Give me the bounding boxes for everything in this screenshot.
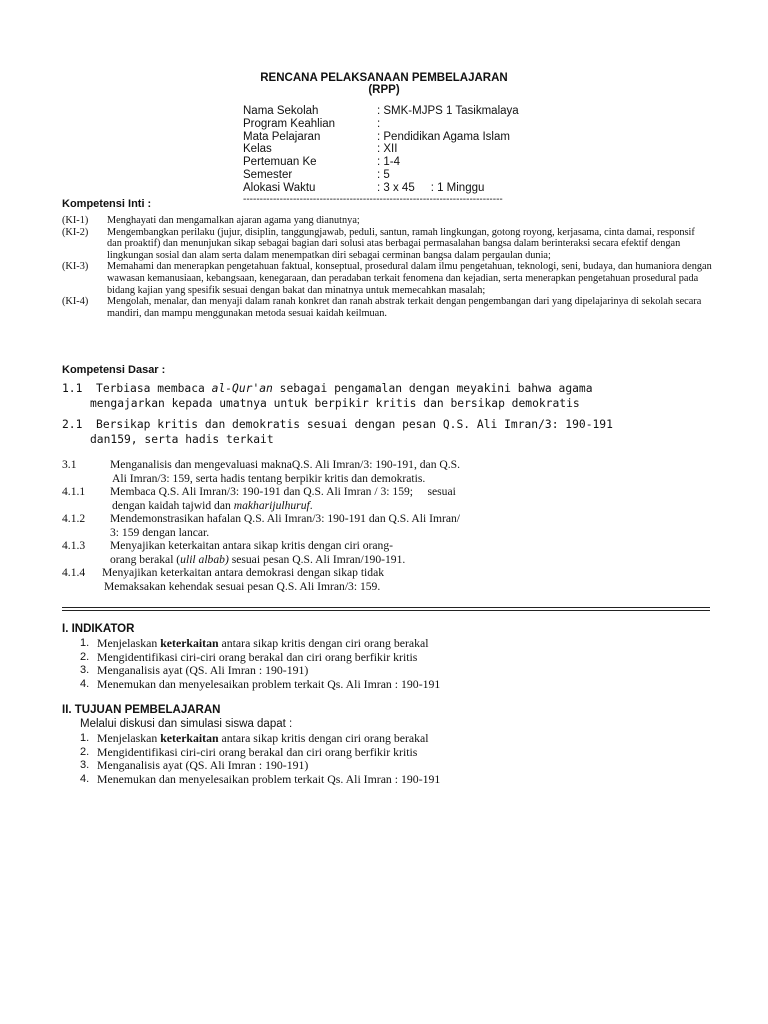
ki-item — [62, 296, 712, 319]
ki-code: (KI-4) — [62, 296, 89, 308]
kd-item — [62, 485, 622, 512]
ki-text: Menghayati dan mengamalkan ajaran agama yang dianutnya; — [107, 215, 360, 226]
kd-line1: Menganalisis dan mengevaluasi maknaQ.S. Ali Imran/3: 190-191, dan Q.S. — [110, 458, 461, 471]
kd-line2-pre: dengan kaidah tajwid dan — [112, 498, 234, 512]
tujuan-list — [80, 732, 680, 786]
list-item — [80, 746, 680, 760]
ki-item — [62, 215, 712, 227]
identity-row — [243, 169, 531, 182]
list-text: Menganalisis ayat (QS. Ali Imran : 190-191) — [97, 663, 309, 678]
kompetensi-dasar-heading: Kompetensi Dasar : — [62, 364, 166, 376]
tujuan-heading: II. TUJUAN PEMBELAJARAN — [62, 704, 221, 716]
kd-line2-post: . — [309, 498, 313, 512]
identity-value: : 3 x 45 : 1 Minggu — [377, 181, 485, 194]
list-number: 2. — [80, 650, 90, 663]
kd-item — [62, 512, 622, 539]
list-number: 4. — [80, 677, 90, 690]
kd-line2-post: sesuai pesan Q.S. Ali Imran/190-191. — [228, 552, 406, 566]
list-number: 4. — [80, 772, 90, 785]
ki-text: Mengolah, menalar, dan menyaji dalam ranah konkret dan ranah abstrak terkait dengan pengembangan dari yang dipelajarinya di sekolah secara mandiri, dan mampu menggunakan metoda sesuai kaidah keilmuan. — [107, 296, 702, 319]
identity-value: : SMK-MJPS 1 Tasikmalaya — [377, 105, 519, 117]
kd-item — [62, 458, 622, 485]
identity-row — [243, 131, 531, 144]
identity-value: : 1-4 — [377, 156, 401, 169]
list-number: 1. — [80, 637, 90, 649]
list-text: antara sikap kritis dengan ciri orang berakal — [218, 731, 429, 745]
kd-number: 3.1 — [62, 458, 77, 471]
identity-label: Kelas — [243, 143, 272, 156]
indikator-list — [80, 637, 680, 691]
kd-text-line1: Bersikap kritis dan demokratis sesuai dengan pesan Q.S. Ali Imran/3: 190-191 — [96, 418, 613, 431]
list-number: 2. — [80, 745, 90, 758]
list-text: Mengidentifikasi ciri-ciri orang berakal dan ciri orang berfikir kritis — [97, 744, 418, 759]
kd-line1: Membaca Q.S. Ali Imran/3: 190-191 dan Q.S. Ali Imran / 3: 159; sesuai — [110, 485, 456, 498]
identity-row — [243, 156, 531, 169]
list-text: Menemukan dan menyelesaikan problem terkait Qs. Ali Imran : 190-191 — [97, 771, 441, 786]
kd-line2: Ali Imran/3: 159, serta hadis tentang berpikir kritis dan demokratis. — [112, 471, 426, 485]
ki-text: Mengembangkan perilaku (jujur, disiplin, tanggungjawab, peduli, santun, ramah lingkungan, gotong royong, kerjasama, cinta damai, responsif dan proaktif) dan menunjukan sikap sebagai bagian dari solusi atas berbagai permasalahan bangsa dalam berinteraksi secara efektif dengan lingkungan sosial dan alam serta dalam menempatkan diri sebagai cerminan bangsa dalam pergaulan dunia; — [107, 226, 695, 261]
list-text: Menjelaskan — [97, 636, 161, 650]
kd-number: 1.1 — [62, 382, 83, 395]
kd-text-italic: al-Qur'an — [211, 382, 273, 395]
kd-line2-italic: ulil albab) — [180, 552, 229, 566]
kd-number: 4.1.2 — [62, 512, 86, 525]
list-item — [80, 664, 680, 678]
kd-1-1 — [62, 381, 712, 411]
identity-label: Semester — [243, 168, 293, 181]
list-text: Menganalisis ayat (QS. Ali Imran : 190-191) — [97, 758, 309, 773]
kd-line2: Memaksakan kehendak sesuai pesan Q.S. Ali Imran/3: 159. — [104, 579, 381, 593]
identity-row — [243, 118, 531, 131]
tujuan-intro: Melalui diskusi dan simulasi siswa dapat : — [80, 718, 293, 730]
document-title: RENCANA PELAKSANAAN PEMBELAJARAN — [260, 72, 508, 84]
list-number: 3. — [80, 759, 90, 772]
kompetensi-inti-list — [62, 215, 712, 319]
list-item — [80, 678, 680, 692]
identity-label: Mata Pelajaran — [243, 130, 321, 143]
identity-label: Alokasi Waktu — [243, 181, 316, 194]
list-number: 1. — [80, 732, 90, 744]
list-text-bold: keterkaitan — [160, 731, 219, 745]
kd-text-post: sebagai pengamalan dengan meyakini bahwa agama — [272, 382, 593, 395]
identity-separator: ------------------------------------------------------------------------------ — [243, 194, 503, 205]
kd-item — [62, 539, 622, 566]
section-divider — [62, 610, 710, 611]
list-text: Menemukan dan menyelesaikan problem terkait Qs. Ali Imran : 190-191 — [97, 676, 441, 691]
identity-value: : 5 — [377, 168, 390, 181]
identity-value: : — [377, 117, 381, 130]
list-item — [80, 651, 680, 665]
kd-line1: Menyajikan keterkaitan antara demokrasi dengan sikap tidak — [102, 566, 385, 579]
kd-text-line2: mengajarkan kepada umatnya untuk berpikir kritis dan bersikap demokratis — [90, 397, 580, 410]
list-text: antara sikap kritis dengan ciri orang berakal — [218, 636, 429, 650]
kd-number: 2.1 — [62, 418, 83, 431]
kd-text-pre: Terbiasa membaca — [96, 382, 212, 395]
kd-line2-italic: makharijulhuruf — [233, 498, 310, 512]
kd-line1: Mendemonstrasikan hafalan Q.S. Ali Imran/3: 190-191 dan Q.S. Ali Imran/ — [110, 512, 461, 525]
kd-2-1 — [62, 417, 712, 447]
indikator-heading: I. INDIKATOR — [62, 623, 135, 635]
ki-item — [62, 227, 712, 262]
identity-label: Nama Sekolah — [243, 105, 319, 117]
kd-line2-pre: orang berakal ( — [110, 552, 181, 566]
identity-label: Program Keahlian — [243, 117, 336, 130]
identity-value: : XII — [377, 143, 398, 156]
list-number: 3. — [80, 664, 90, 677]
kd-text-line2: dan159, serta hadis terkait — [90, 433, 274, 446]
list-item — [80, 637, 680, 651]
list-item — [80, 759, 680, 773]
list-text: Mengidentifikasi ciri-ciri orang berakal dan ciri orang berfikir kritis — [97, 649, 418, 664]
kd-item — [62, 566, 622, 593]
kd-number: 4.1.1 — [62, 485, 86, 498]
list-text: Menjelaskan — [97, 731, 161, 745]
ki-code: (KI-2) — [62, 226, 89, 238]
kompetensi-inti-heading: Kompetensi Inti : — [62, 198, 152, 210]
list-text-bold: keterkaitan — [160, 636, 219, 650]
kd-line1: Menyajikan keterkaitan antara sikap kritis dengan ciri orang- — [110, 539, 393, 552]
identity-label: Pertemuan Ke — [243, 156, 317, 169]
identity-row — [243, 143, 531, 156]
ki-code: (KI-1) — [62, 215, 89, 226]
list-item — [80, 732, 680, 746]
identity-value: : Pendidikan Agama Islam — [377, 130, 510, 143]
ki-code: (KI-3) — [62, 261, 89, 273]
kd-list — [62, 458, 622, 593]
document-subtitle: (RPP) — [368, 84, 400, 96]
identity-table — [243, 105, 531, 205]
kd-number: 4.1.3 — [62, 539, 86, 552]
kd-line2: 3: 159 dengan lancar. — [110, 525, 210, 539]
identity-row — [243, 105, 531, 118]
list-item — [80, 773, 680, 787]
section-divider — [62, 607, 710, 608]
ki-item — [62, 261, 712, 296]
identity-row — [243, 182, 531, 195]
ki-text: Memahami dan menerapkan pengetahuan faktual, konseptual, prosedural dalam ilmu pengetahuan, teknologi, seni, budaya, dan humaniora dengan wawasan kemanusiaan, kebangsaan, kenegaraan, dan peradaban terkait fenomena dan kejadian, serta menerapkan pengetahuan prosedural pada bidang kajian yang spesifik sesuai dengan bakat dan minatnya untuk memecahkan masalah; — [107, 261, 712, 296]
kd-number: 4.1.4 — [62, 566, 86, 579]
